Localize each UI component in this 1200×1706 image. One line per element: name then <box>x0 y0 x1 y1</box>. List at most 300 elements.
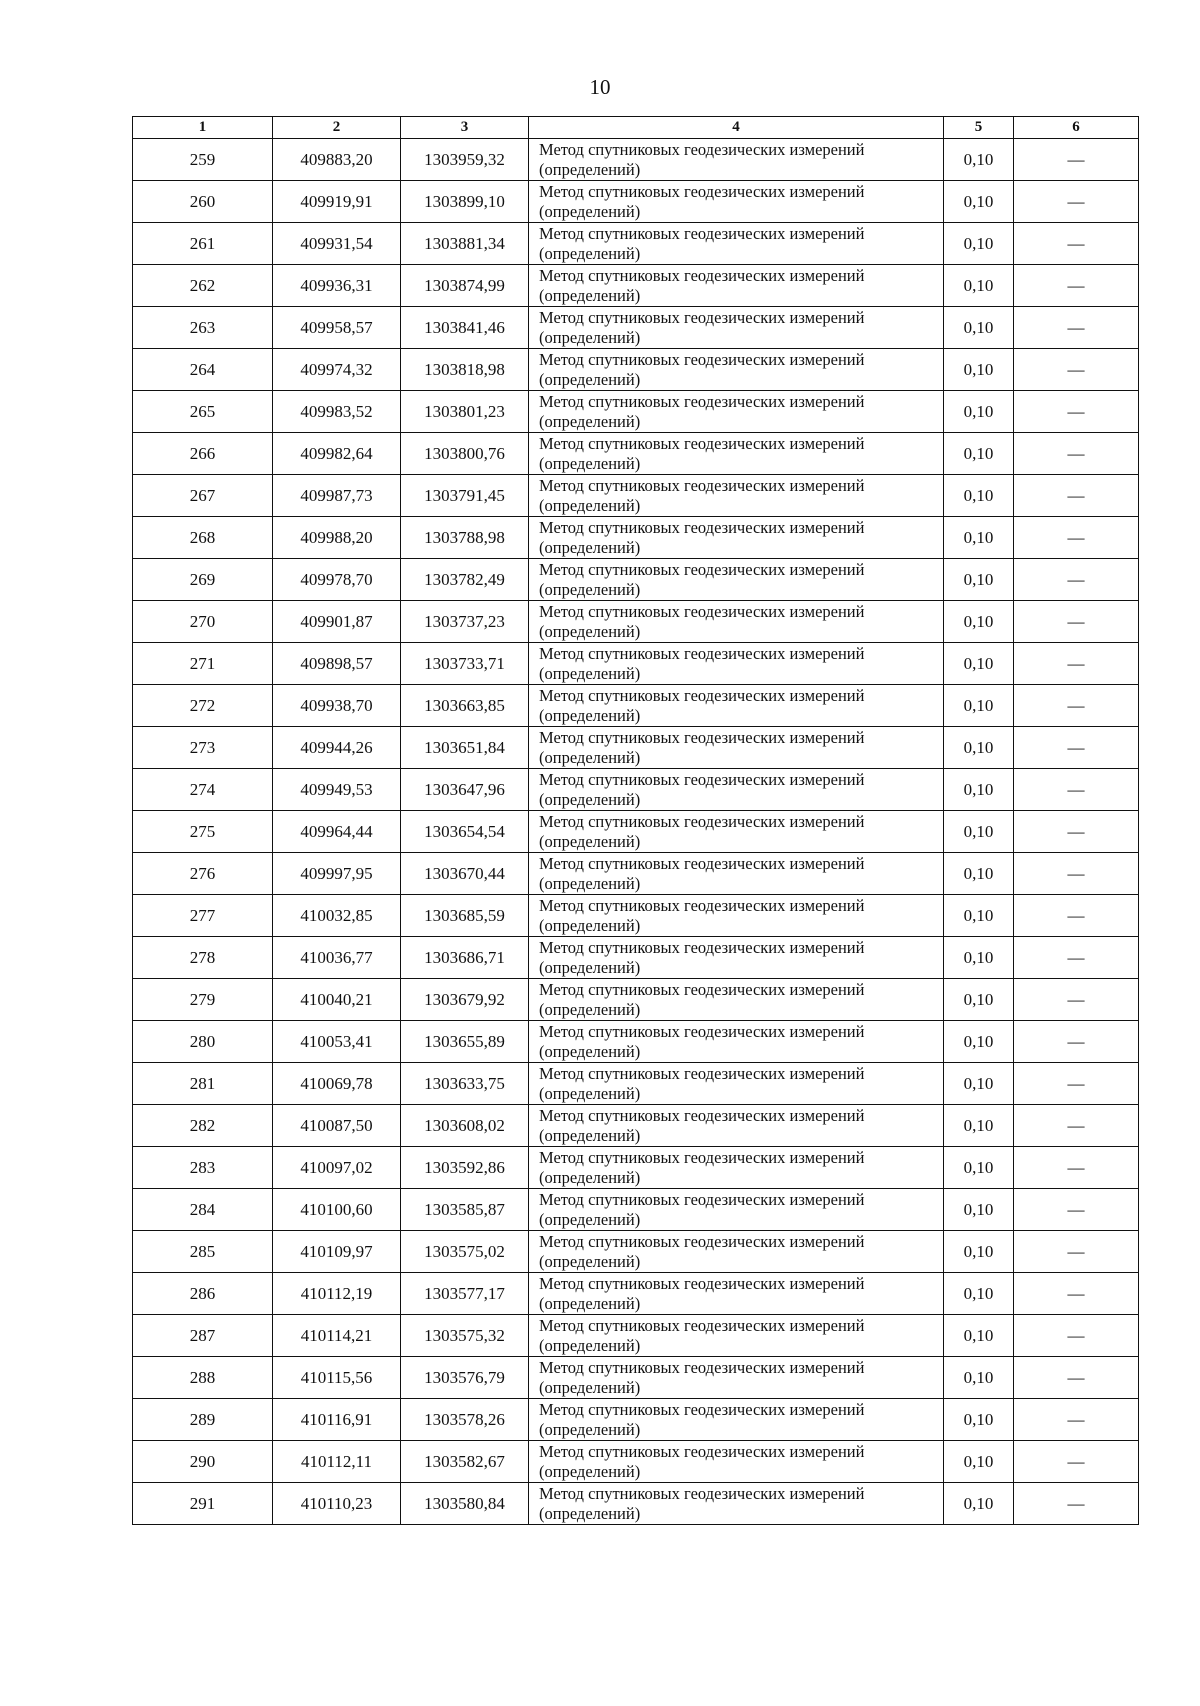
table-body <box>133 139 1139 1525</box>
method-line-1: Метод спутниковых геодезических измерений <box>539 265 865 285</box>
table-row <box>133 307 1139 349</box>
note-cell: — <box>1014 307 1139 349</box>
accuracy-cell: 0,10 <box>944 1357 1014 1399</box>
note-cell: — <box>1014 811 1139 853</box>
x-coordinate-cell: 410069,78 <box>273 1063 401 1105</box>
note-cell: — <box>1014 349 1139 391</box>
y-coordinate-cell: 1303818,98 <box>401 349 529 391</box>
x-coordinate-cell: 410036,77 <box>273 937 401 979</box>
table-row <box>133 769 1139 811</box>
method-cell <box>529 1483 944 1525</box>
method-line-1: Метод спутниковых геодезических измерений <box>539 517 865 537</box>
table-row <box>133 685 1139 727</box>
y-coordinate-cell: 1303959,32 <box>401 139 529 181</box>
method-cell <box>529 307 944 349</box>
note-cell: — <box>1014 1105 1139 1147</box>
method-cell <box>529 475 944 517</box>
method-cell <box>529 1189 944 1231</box>
note-cell: — <box>1014 1147 1139 1189</box>
method-cell <box>529 895 944 937</box>
y-coordinate-cell: 1303582,67 <box>401 1441 529 1483</box>
table-row <box>133 1189 1139 1231</box>
note-cell: — <box>1014 391 1139 433</box>
method-cell <box>529 349 944 391</box>
note-cell: — <box>1014 181 1139 223</box>
point-number-cell: 275 <box>133 811 273 853</box>
method-cell <box>529 1021 944 1063</box>
x-coordinate-cell: 409983,52 <box>273 391 401 433</box>
y-coordinate-cell: 1303685,59 <box>401 895 529 937</box>
x-coordinate-cell: 410087,50 <box>273 1105 401 1147</box>
page-number: 10 <box>589 75 611 99</box>
method-line-2: (определений) <box>539 663 641 683</box>
method-line-1: Метод спутниковых геодезических измерений <box>539 181 865 201</box>
accuracy-cell: 0,10 <box>944 1147 1014 1189</box>
accuracy-cell: 0,10 <box>944 727 1014 769</box>
x-coordinate-cell: 409974,32 <box>273 349 401 391</box>
point-number-cell: 276 <box>133 853 273 895</box>
method-line-1: Метод спутниковых геодезических измерений <box>539 1357 865 1377</box>
note-cell: — <box>1014 1357 1139 1399</box>
column-header-6: 6 <box>1014 117 1139 139</box>
method-cell <box>529 1147 944 1189</box>
method-line-1: Метод спутниковых геодезических измерений <box>539 1399 865 1419</box>
method-cell <box>529 601 944 643</box>
method-cell <box>529 433 944 475</box>
x-coordinate-cell: 410115,56 <box>273 1357 401 1399</box>
accuracy-cell: 0,10 <box>944 895 1014 937</box>
y-coordinate-cell: 1303737,23 <box>401 601 529 643</box>
method-line-2: (определений) <box>539 621 641 641</box>
x-coordinate-cell: 409997,95 <box>273 853 401 895</box>
table-row <box>133 853 1139 895</box>
method-line-2: (определений) <box>539 285 641 305</box>
x-coordinate-cell: 409964,44 <box>273 811 401 853</box>
method-cell <box>529 979 944 1021</box>
point-number-cell: 291 <box>133 1483 273 1525</box>
x-coordinate-cell: 410109,97 <box>273 1231 401 1273</box>
method-line-2: (определений) <box>539 1041 641 1061</box>
method-cell <box>529 1231 944 1273</box>
y-coordinate-cell: 1303686,71 <box>401 937 529 979</box>
table-row <box>133 937 1139 979</box>
accuracy-cell: 0,10 <box>944 1315 1014 1357</box>
x-coordinate-cell: 409901,87 <box>273 601 401 643</box>
x-coordinate-cell: 409949,53 <box>273 769 401 811</box>
accuracy-cell: 0,10 <box>944 475 1014 517</box>
y-coordinate-cell: 1303679,92 <box>401 979 529 1021</box>
table-row <box>133 181 1139 223</box>
note-cell: — <box>1014 1441 1139 1483</box>
accuracy-cell: 0,10 <box>944 349 1014 391</box>
table-row <box>133 517 1139 559</box>
x-coordinate-cell: 410116,91 <box>273 1399 401 1441</box>
table-row <box>133 895 1139 937</box>
x-coordinate-cell: 410097,02 <box>273 1147 401 1189</box>
note-cell: — <box>1014 853 1139 895</box>
note-cell: — <box>1014 1231 1139 1273</box>
method-line-2: (определений) <box>539 537 641 557</box>
method-cell <box>529 139 944 181</box>
accuracy-cell: 0,10 <box>944 181 1014 223</box>
accuracy-cell: 0,10 <box>944 1441 1014 1483</box>
y-coordinate-cell: 1303575,02 <box>401 1231 529 1273</box>
y-coordinate-cell: 1303733,71 <box>401 643 529 685</box>
note-cell: — <box>1014 1399 1139 1441</box>
y-coordinate-cell: 1303801,23 <box>401 391 529 433</box>
note-cell: — <box>1014 1189 1139 1231</box>
point-number-cell: 284 <box>133 1189 273 1231</box>
note-cell: — <box>1014 139 1139 181</box>
method-line-2: (определений) <box>539 1125 641 1145</box>
point-number-cell: 290 <box>133 1441 273 1483</box>
x-coordinate-cell: 409931,54 <box>273 223 401 265</box>
method-cell <box>529 1357 944 1399</box>
table-row <box>133 979 1139 1021</box>
table-row <box>133 811 1139 853</box>
table-row <box>133 559 1139 601</box>
method-cell <box>529 811 944 853</box>
accuracy-cell: 0,10 <box>944 265 1014 307</box>
table-row <box>133 1231 1139 1273</box>
point-number-cell: 289 <box>133 1399 273 1441</box>
y-coordinate-cell: 1303800,76 <box>401 433 529 475</box>
method-line-1: Метод спутниковых геодезических измерений <box>539 685 865 705</box>
point-number-cell: 266 <box>133 433 273 475</box>
y-coordinate-cell: 1303576,79 <box>401 1357 529 1399</box>
accuracy-cell: 0,10 <box>944 1021 1014 1063</box>
method-line-2: (определений) <box>539 369 641 389</box>
method-line-1: Метод спутниковых геодезических измерений <box>539 1105 865 1125</box>
point-number-cell: 286 <box>133 1273 273 1315</box>
point-number-cell: 274 <box>133 769 273 811</box>
accuracy-cell: 0,10 <box>944 685 1014 727</box>
x-coordinate-cell: 409898,57 <box>273 643 401 685</box>
note-cell: — <box>1014 685 1139 727</box>
y-coordinate-cell: 1303575,32 <box>401 1315 529 1357</box>
method-line-2: (определений) <box>539 579 641 599</box>
method-line-1: Метод спутниковых геодезических измерений <box>539 727 865 747</box>
method-cell <box>529 685 944 727</box>
x-coordinate-cell: 410112,19 <box>273 1273 401 1315</box>
table-row <box>133 475 1139 517</box>
note-cell: — <box>1014 1021 1139 1063</box>
y-coordinate-cell: 1303788,98 <box>401 517 529 559</box>
method-line-1: Метод спутниковых геодезических измерений <box>539 1231 865 1251</box>
point-number-cell: 264 <box>133 349 273 391</box>
point-number-cell: 269 <box>133 559 273 601</box>
y-coordinate-cell: 1303899,10 <box>401 181 529 223</box>
method-line-1: Метод спутниковых геодезических измерений <box>539 1441 865 1461</box>
table-row <box>133 601 1139 643</box>
x-coordinate-cell: 409883,20 <box>273 139 401 181</box>
method-cell <box>529 181 944 223</box>
method-cell <box>529 1105 944 1147</box>
method-cell <box>529 727 944 769</box>
note-cell: — <box>1014 1315 1139 1357</box>
column-header-1: 1 <box>133 117 273 139</box>
x-coordinate-cell: 409944,26 <box>273 727 401 769</box>
table-row <box>133 1441 1139 1483</box>
accuracy-cell: 0,10 <box>944 769 1014 811</box>
point-number-cell: 288 <box>133 1357 273 1399</box>
point-number-cell: 259 <box>133 139 273 181</box>
note-cell: — <box>1014 727 1139 769</box>
method-line-2: (определений) <box>539 873 641 893</box>
accuracy-cell: 0,10 <box>944 1063 1014 1105</box>
y-coordinate-cell: 1303578,26 <box>401 1399 529 1441</box>
column-header-5: 5 <box>944 117 1014 139</box>
x-coordinate-cell: 409958,57 <box>273 307 401 349</box>
x-coordinate-cell: 409987,73 <box>273 475 401 517</box>
method-line-1: Метод спутниковых геодезических измерений <box>539 139 865 159</box>
method-line-2: (определений) <box>539 327 641 347</box>
y-coordinate-cell: 1303881,34 <box>401 223 529 265</box>
y-coordinate-cell: 1303791,45 <box>401 475 529 517</box>
point-number-cell: 279 <box>133 979 273 1021</box>
method-cell <box>529 1315 944 1357</box>
method-line-1: Метод спутниковых геодезических измерений <box>539 853 865 873</box>
accuracy-cell: 0,10 <box>944 601 1014 643</box>
x-coordinate-cell: 409936,31 <box>273 265 401 307</box>
note-cell: — <box>1014 223 1139 265</box>
column-header-2: 2 <box>273 117 401 139</box>
point-number-cell: 261 <box>133 223 273 265</box>
method-line-2: (определений) <box>539 159 641 179</box>
accuracy-cell: 0,10 <box>944 1273 1014 1315</box>
accuracy-cell: 0,10 <box>944 391 1014 433</box>
x-coordinate-cell: 409938,70 <box>273 685 401 727</box>
y-coordinate-cell: 1303580,84 <box>401 1483 529 1525</box>
x-coordinate-cell: 409978,70 <box>273 559 401 601</box>
accuracy-cell: 0,10 <box>944 1399 1014 1441</box>
table-row <box>133 433 1139 475</box>
point-number-cell: 285 <box>133 1231 273 1273</box>
point-number-cell: 281 <box>133 1063 273 1105</box>
y-coordinate-cell: 1303663,85 <box>401 685 529 727</box>
method-line-2: (определений) <box>539 1293 641 1313</box>
y-coordinate-cell: 1303577,17 <box>401 1273 529 1315</box>
note-cell: — <box>1014 937 1139 979</box>
accuracy-cell: 0,10 <box>944 223 1014 265</box>
table-row <box>133 349 1139 391</box>
x-coordinate-cell: 410032,85 <box>273 895 401 937</box>
note-cell: — <box>1014 475 1139 517</box>
accuracy-cell: 0,10 <box>944 811 1014 853</box>
method-line-1: Метод спутниковых геодезических измерений <box>539 895 865 915</box>
note-cell: — <box>1014 1273 1139 1315</box>
method-cell <box>529 559 944 601</box>
point-number-cell: 278 <box>133 937 273 979</box>
table-row <box>133 265 1139 307</box>
note-cell: — <box>1014 643 1139 685</box>
method-line-2: (определений) <box>539 1419 641 1439</box>
note-cell: — <box>1014 979 1139 1021</box>
method-line-1: Метод спутниковых геодезических измерений <box>539 307 865 327</box>
method-line-1: Метод спутниковых геодезических измерений <box>539 769 865 789</box>
point-number-cell: 263 <box>133 307 273 349</box>
x-coordinate-cell: 409919,91 <box>273 181 401 223</box>
y-coordinate-cell: 1303651,84 <box>401 727 529 769</box>
table-header <box>133 117 1139 139</box>
y-coordinate-cell: 1303592,86 <box>401 1147 529 1189</box>
method-line-2: (определений) <box>539 1461 641 1481</box>
method-line-1: Метод спутниковых геодезических измерений <box>539 979 865 999</box>
note-cell: — <box>1014 517 1139 559</box>
method-line-2: (определений) <box>539 1209 641 1229</box>
point-number-cell: 272 <box>133 685 273 727</box>
method-line-2: (определений) <box>539 201 641 221</box>
method-cell <box>529 1399 944 1441</box>
method-cell <box>529 1063 944 1105</box>
note-cell: — <box>1014 265 1139 307</box>
point-number-cell: 268 <box>133 517 273 559</box>
method-cell <box>529 265 944 307</box>
table-row <box>133 1147 1139 1189</box>
table-row <box>133 1105 1139 1147</box>
header-row <box>133 117 1139 139</box>
method-cell <box>529 1441 944 1483</box>
y-coordinate-cell: 1303874,99 <box>401 265 529 307</box>
table-row <box>133 1483 1139 1525</box>
method-cell <box>529 643 944 685</box>
method-cell <box>529 1273 944 1315</box>
note-cell: — <box>1014 601 1139 643</box>
y-coordinate-cell: 1303841,46 <box>401 307 529 349</box>
accuracy-cell: 0,10 <box>944 433 1014 475</box>
x-coordinate-cell: 410040,21 <box>273 979 401 1021</box>
accuracy-cell: 0,10 <box>944 1189 1014 1231</box>
method-line-2: (определений) <box>539 1503 641 1523</box>
table-row <box>133 139 1139 181</box>
accuracy-cell: 0,10 <box>944 1105 1014 1147</box>
method-line-2: (определений) <box>539 915 641 935</box>
point-number-cell: 273 <box>133 727 273 769</box>
x-coordinate-cell: 409982,64 <box>273 433 401 475</box>
method-line-2: (определений) <box>539 1251 641 1271</box>
note-cell: — <box>1014 433 1139 475</box>
point-number-cell: 287 <box>133 1315 273 1357</box>
table-row <box>133 1063 1139 1105</box>
y-coordinate-cell: 1303647,96 <box>401 769 529 811</box>
method-line-1: Метод спутниковых геодезических измерений <box>539 433 865 453</box>
method-cell <box>529 391 944 433</box>
note-cell: — <box>1014 769 1139 811</box>
method-line-2: (определений) <box>539 1167 641 1187</box>
accuracy-cell: 0,10 <box>944 1483 1014 1525</box>
method-line-2: (определений) <box>539 495 641 515</box>
accuracy-cell: 0,10 <box>944 559 1014 601</box>
note-cell: — <box>1014 559 1139 601</box>
method-line-1: Метод спутниковых геодезических измерений <box>539 1483 865 1503</box>
column-header-4: 4 <box>529 117 944 139</box>
accuracy-cell: 0,10 <box>944 979 1014 1021</box>
table-row <box>133 1021 1139 1063</box>
accuracy-cell: 0,10 <box>944 139 1014 181</box>
accuracy-cell: 0,10 <box>944 937 1014 979</box>
y-coordinate-cell: 1303585,87 <box>401 1189 529 1231</box>
coordinates-table <box>132 116 1139 1525</box>
table-row <box>133 1273 1139 1315</box>
method-line-2: (определений) <box>539 1335 641 1355</box>
method-line-1: Метод спутниковых геодезических измерений <box>539 391 865 411</box>
method-line-1: Метод спутниковых геодезических измерений <box>539 643 865 663</box>
y-coordinate-cell: 1303782,49 <box>401 559 529 601</box>
method-line-1: Метод спутниковых геодезических измерений <box>539 475 865 495</box>
table-row <box>133 1399 1139 1441</box>
method-line-1: Метод спутниковых геодезических измерений <box>539 1021 865 1041</box>
method-line-2: (определений) <box>539 831 641 851</box>
method-line-1: Метод спутниковых геодезических измерений <box>539 559 865 579</box>
method-line-2: (определений) <box>539 705 641 725</box>
method-line-2: (определений) <box>539 957 641 977</box>
method-line-2: (определений) <box>539 789 641 809</box>
x-coordinate-cell: 410100,60 <box>273 1189 401 1231</box>
method-line-1: Метод спутниковых геодезических измерений <box>539 1273 865 1293</box>
x-coordinate-cell: 410110,23 <box>273 1483 401 1525</box>
point-number-cell: 283 <box>133 1147 273 1189</box>
method-line-1: Метод спутниковых геодезических измерений <box>539 937 865 957</box>
point-number-cell: 270 <box>133 601 273 643</box>
accuracy-cell: 0,10 <box>944 853 1014 895</box>
x-coordinate-cell: 410053,41 <box>273 1021 401 1063</box>
table-row <box>133 643 1139 685</box>
note-cell: — <box>1014 895 1139 937</box>
method-cell <box>529 769 944 811</box>
table-row <box>133 223 1139 265</box>
accuracy-cell: 0,10 <box>944 307 1014 349</box>
accuracy-cell: 0,10 <box>944 517 1014 559</box>
y-coordinate-cell: 1303670,44 <box>401 853 529 895</box>
method-line-2: (определений) <box>539 1083 641 1103</box>
accuracy-cell: 0,10 <box>944 643 1014 685</box>
x-coordinate-cell: 410114,21 <box>273 1315 401 1357</box>
method-line-2: (определений) <box>539 411 641 431</box>
method-line-1: Метод спутниковых геодезических измерений <box>539 349 865 369</box>
method-cell <box>529 937 944 979</box>
table-row <box>133 391 1139 433</box>
table-row <box>133 1315 1139 1357</box>
method-line-2: (определений) <box>539 747 641 767</box>
point-number-cell: 260 <box>133 181 273 223</box>
method-line-2: (определений) <box>539 999 641 1019</box>
column-header-3: 3 <box>401 117 529 139</box>
note-cell: — <box>1014 1483 1139 1525</box>
x-coordinate-cell: 410112,11 <box>273 1441 401 1483</box>
point-number-cell: 280 <box>133 1021 273 1063</box>
point-number-cell: 262 <box>133 265 273 307</box>
y-coordinate-cell: 1303608,02 <box>401 1105 529 1147</box>
method-line-2: (определений) <box>539 243 641 263</box>
accuracy-cell: 0,10 <box>944 1231 1014 1273</box>
method-line-1: Метод спутниковых геодезических измерений <box>539 223 865 243</box>
method-line-1: Метод спутниковых геодезических измерений <box>539 1147 865 1167</box>
point-number-cell: 265 <box>133 391 273 433</box>
point-number-cell: 271 <box>133 643 273 685</box>
point-number-cell: 282 <box>133 1105 273 1147</box>
method-line-2: (определений) <box>539 453 641 473</box>
method-line-1: Метод спутниковых геодезических измерений <box>539 1315 865 1335</box>
y-coordinate-cell: 1303655,89 <box>401 1021 529 1063</box>
method-cell <box>529 223 944 265</box>
method-line-2: (определений) <box>539 1377 641 1397</box>
method-line-1: Метод спутниковых геодезических измерений <box>539 811 865 831</box>
point-number-cell: 277 <box>133 895 273 937</box>
method-line-1: Метод спутниковых геодезических измерений <box>539 1063 865 1083</box>
y-coordinate-cell: 1303654,54 <box>401 811 529 853</box>
method-cell <box>529 853 944 895</box>
method-line-1: Метод спутниковых геодезических измерений <box>539 601 865 621</box>
